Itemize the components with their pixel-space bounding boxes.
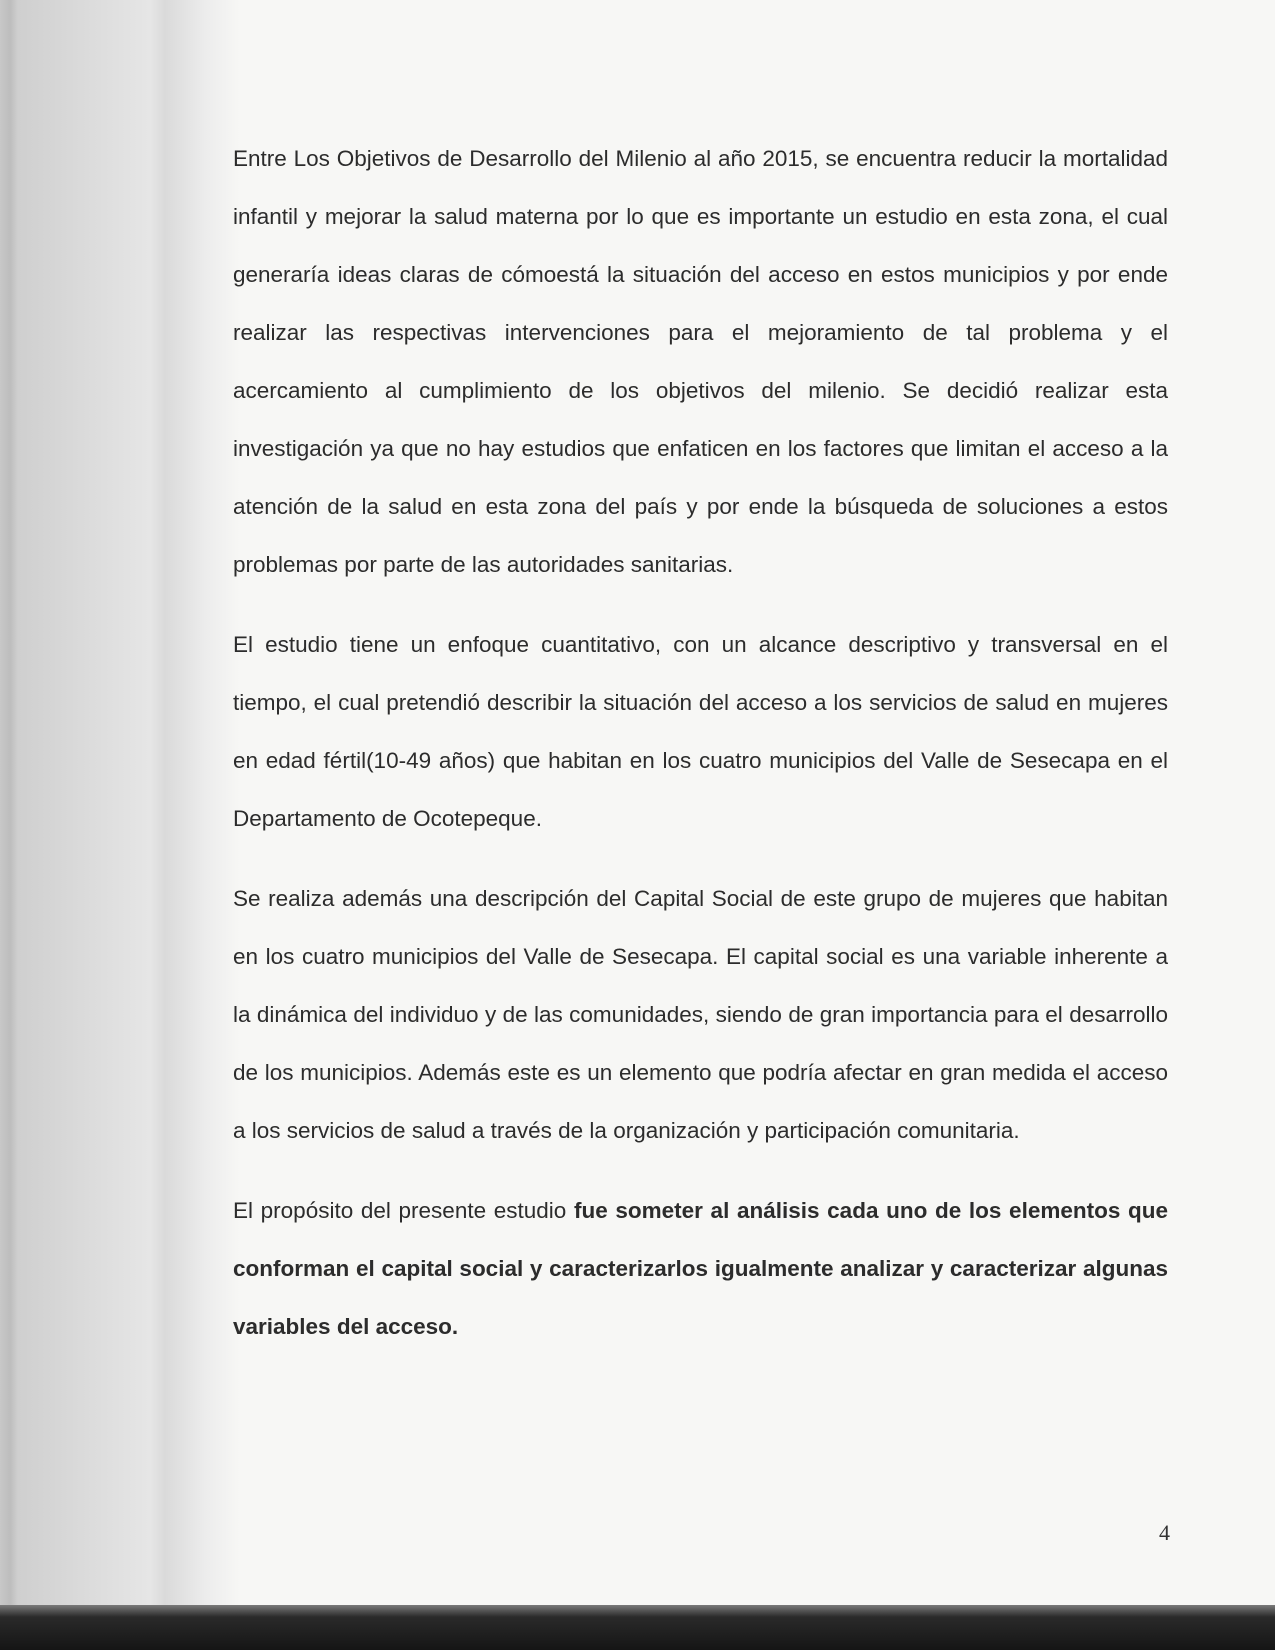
paragraph-4-bold-text: fue someter al análisis cada uno de los elementos que conforman el capital social y caracterizarlos igualmente analizar y caracterizar algunas variables del acceso.	[233, 1198, 1168, 1339]
binding-shadow	[0, 0, 240, 1650]
scan-bottom-edge	[0, 1605, 1275, 1650]
page-number: 4	[1159, 1520, 1170, 1545]
paragraph-4-plain-text: El propósito del presente estudio	[233, 1198, 574, 1223]
document-page	[233, 130, 1168, 1356]
paragraph-3: Se realiza además una descripción del Capital Social de este grupo de mujeres que habitan en los cuatro municipios del Valle de Sesecapa. El capital social es una variable inherente a la dinámica del individuo y de las comunidades, siendo de gran importancia para el desarrollo de los municipios. Además este es un elemento que podría afectar en gran medida el acceso a los servicios de salud a través de la organización y participación comunitaria.	[233, 886, 1168, 1143]
paragraph-1: Entre Los Objetivos de Desarrollo del Milenio al año 2015, se encuentra reducir la mortalidad infantil y mejorar la salud materna por lo que es importante un estudio en esta zona, el cual generaría ideas claras de cómoestá la situación del acceso en estos municipios y por ende realizar las respectivas intervenciones para el mejoramiento de tal problema y el acercamiento al cumplimiento de los objetivos del milenio. Se decidió realizar esta investigación ya que no hay estudios que enfaticen en los factores que limitan el acceso a la atención de la salud en esta zona del país y por ende la búsqueda de soluciones a estos problemas por parte de las autoridades sanitarias.	[233, 146, 1168, 577]
paragraph-2: El estudio tiene un enfoque cuantitativo, con un alcance descriptivo y transversal en el tiempo, el cual pretendió describir la situación del acceso a los servicios de salud en mujeres en edad fértil(10-49 años) que habitan en los cuatro municipios del Valle de Sesecapa en el Departamento de Ocotepeque.	[233, 632, 1168, 831]
paragraph-4	[233, 1182, 1168, 1356]
